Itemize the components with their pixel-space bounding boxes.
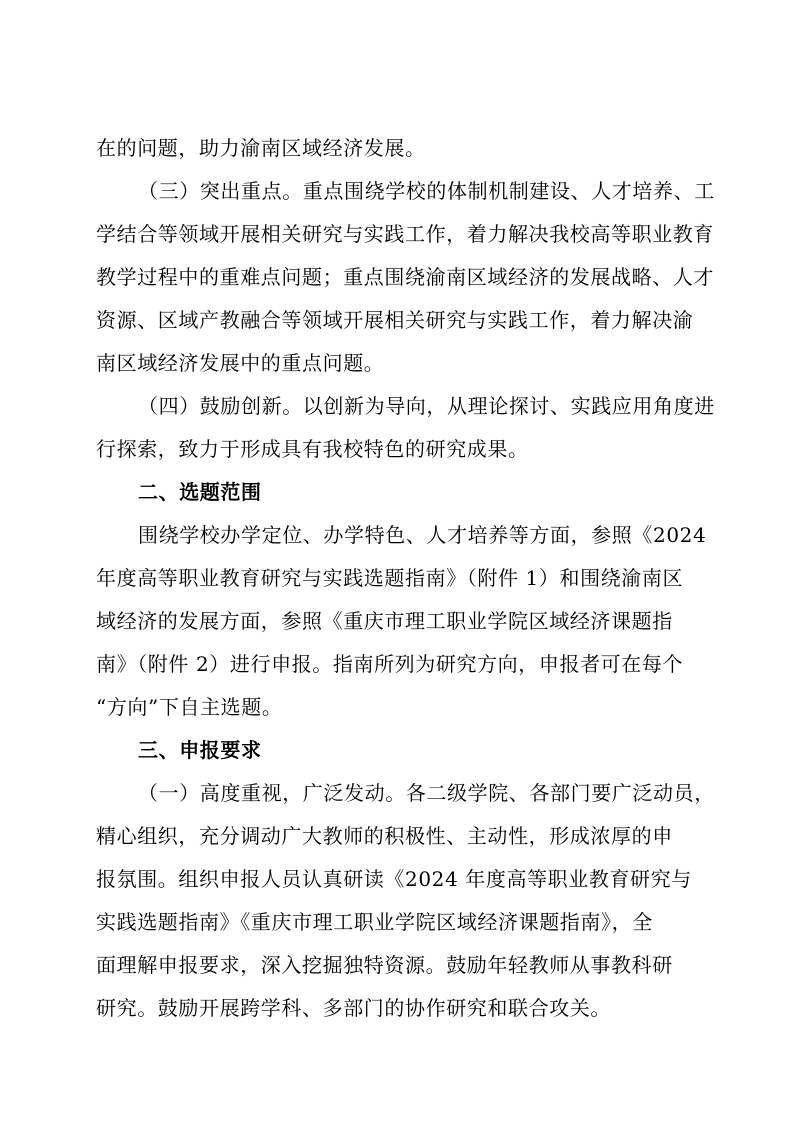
- body-line: 资源、区域产教融合等领域开展相关研究与实践工作，着力解决渝: [96, 308, 694, 332]
- section-heading: 二、选题范围: [138, 480, 262, 504]
- paragraph-line: （四）鼓励创新。以创新为导向，从理论探讨、实践应用角度进: [138, 394, 715, 418]
- body-line: 行探索，致力于形成具有我校特色的研究成果。: [96, 437, 529, 461]
- body-line: 在的问题，助力渝南区域经济发展。: [96, 136, 426, 160]
- paragraph-line: 围绕学校办学定位、办学特色、人才培养等方面，参照《2024: [138, 523, 707, 547]
- paragraph-line: （一）高度重视，广泛发动。各二级学院、各部门要广泛动员，: [138, 781, 715, 805]
- body-line: 学结合等领域开展相关研究与实践工作，着力解决我校高等职业教育: [96, 222, 714, 246]
- body-line: 实践选题指南》《重庆市理工职业学院区域经济课题指南》，全: [96, 910, 653, 934]
- body-line: 域经济的发展方面，参照《重庆市理工职业学院区域经济课题指: [96, 609, 673, 633]
- body-line: 报氛围。组织申报人员认真研读《2024 年度高等职业教育研究与: [96, 867, 692, 891]
- body-line: 南》（附件 2）进行申报。指南所列为研究方向，申报者可在每个: [96, 652, 684, 676]
- body-line: “方向”下自主选题。: [96, 695, 283, 719]
- section-heading: 三、申报要求: [138, 738, 262, 762]
- body-line: 精心组织，充分调动广大教师的积极性、主动性，形成浓厚的申: [96, 824, 673, 848]
- body-line: 面理解申报要求，深入挖掘独特资源。鼓励年轻教师从事教科研: [96, 953, 673, 977]
- paragraph-line: （三）突出重点。重点围绕学校的体制机制建设、人才培养、工: [138, 179, 715, 203]
- body-line: 研究。鼓励开展跨学科、多部门的协作研究和联合攻关。: [96, 996, 611, 1020]
- body-line: 教学过程中的重难点问题；重点围绕渝南区域经济的发展战略、人才: [96, 265, 714, 289]
- body-line: 南区域经济发展中的重点问题。: [96, 351, 385, 375]
- body-line: 年度高等职业教育研究与实践选题指南》（附件 1）和围绕渝南区: [96, 566, 684, 590]
